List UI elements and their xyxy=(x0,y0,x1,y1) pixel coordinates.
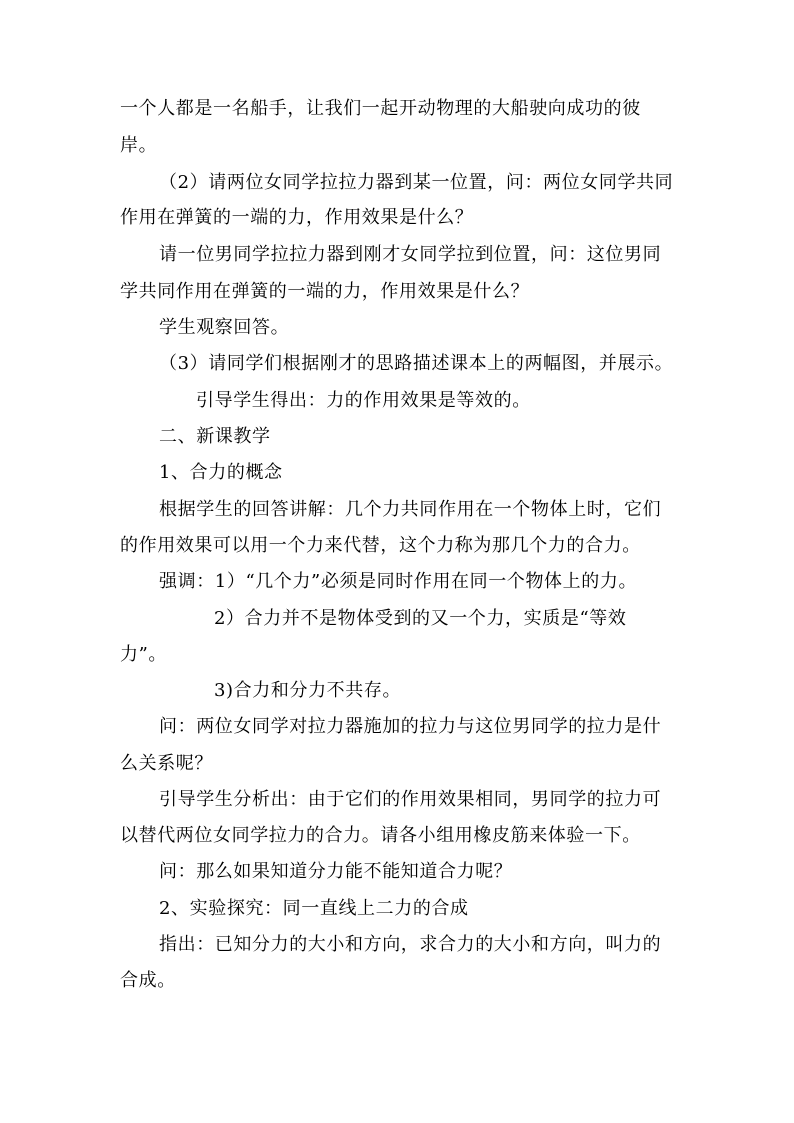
text-line-19: 么关系呢？ xyxy=(120,753,213,774)
text-line-1: 一个人都是一名船手，让我们一起开动物理的大船驶向成功的彼 xyxy=(120,98,641,119)
text-line-24: 指出：已知分力的大小和方向，求合力的大小和方向，叫力的 xyxy=(159,934,662,955)
text-line-17: 3)合力和分力不共存。 xyxy=(214,680,402,701)
text-line-15: 2）合力并不是物体受到的又一个力，实质是“等效 xyxy=(214,608,627,629)
text-line-12: 根据学生的回答讲解：几个力共同作用在一个物体上时，它们 xyxy=(159,499,662,520)
text-line-9: 引导学生得出：力的作用效果是等效的。 xyxy=(196,390,531,411)
text-line-13: 的作用效果可以用一个力来代替，这个力称为那几个力的合力。 xyxy=(120,535,641,556)
text-line-3: （2）请两位女同学拉拉力器到某一位置，问：两位女同学共同 xyxy=(159,172,674,193)
text-line-16: 力”。 xyxy=(120,644,168,665)
text-line-5: 请一位男同学拉拉力器到刚才女同学拉到位置，问：这位男同 xyxy=(159,244,662,265)
text-line-2: 岸。 xyxy=(120,135,158,156)
text-line-6: 学共同作用在弹簧的一端的力，作用效果是什么？ xyxy=(120,281,530,302)
text-line-18: 问：两位女同学对拉力器施加的拉力与这位男同学的拉力是什 xyxy=(159,716,662,737)
text-line-8: （3）请同学们根据刚才的思路描述课本上的两幅图，并展示。 xyxy=(159,353,674,374)
text-line-22: 问：那么如果知道分力能不能知道合力呢？ xyxy=(159,861,513,882)
text-line-25: 合成。 xyxy=(120,970,176,991)
text-line-11: 1、合力的概念 xyxy=(159,462,283,483)
text-line-20: 引导学生分析出：由于它们的作用效果相同，男同学的拉力可 xyxy=(159,789,662,810)
text-line-4: 作用在弹簧的一端的力，作用效果是什么？ xyxy=(120,207,474,228)
text-line-10: 二、新课教学 xyxy=(159,426,271,447)
text-line-7: 学生观察回答。 xyxy=(159,317,290,338)
text-line-14: 强调：1）“几个力”必须是同时作用在同一个物体上的力。 xyxy=(159,571,638,592)
text-line-23: 2、实验探究：同一直线上二力的合成 xyxy=(159,898,469,919)
text-line-21: 以替代两位女同学拉力的合力。请各小组用橡皮筋来体验一下。 xyxy=(120,825,641,846)
